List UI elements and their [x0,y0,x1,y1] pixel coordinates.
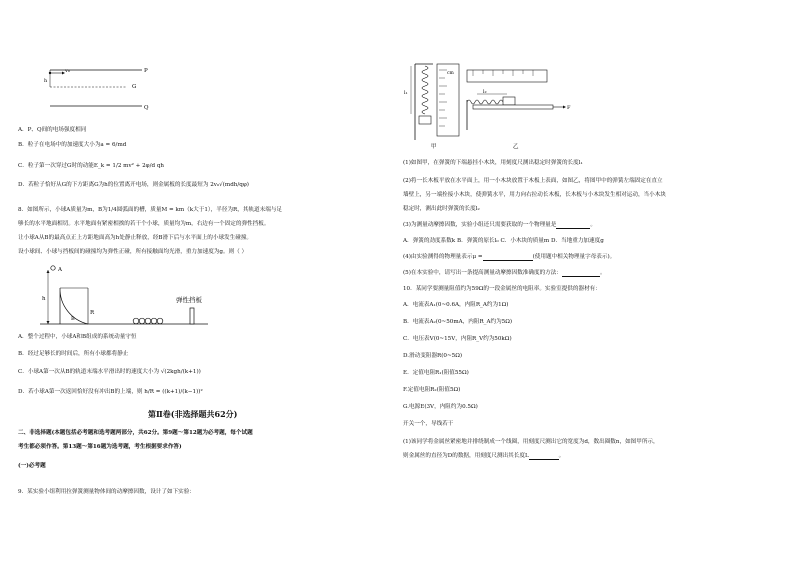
q9-step-3-blank[interactable] [556,222,590,229]
q10-item-e: E．定值电阻R₁(阻值55Ω) [403,370,469,376]
q8-option-c: C．小球A第一次从B的轨道末端水平滑出时的速度大小为 √(2kgh/(k+1)) [18,369,201,375]
figure-yi-label: 乙 [513,144,519,150]
q7-plates-figure [32,64,172,112]
q9-stem: 9．某实验小组利用拉弹簧测量物体间的动摩擦因数，设计了如下实验： [18,489,195,495]
baffle-label: 弹性挡板 [176,296,202,304]
q8-stem-4: 设小球间、小球与挡板间的碰撞均为弹性正碰，所有接触面均光滑，重力加速度为g。则（ ） [18,249,248,255]
q10-stem: 10．某同学要测量阻值约为59Ω的一段金属丝的电阻率。实验室提供的器材有： [403,286,601,292]
q8-option-a: A．整个过程中，小球A和B组成的系统动量守恒 [18,334,137,340]
q9-step-5 [403,270,606,277]
q9-step-1: (1)如图甲，在弹簧的下端悬挂小木块，用刻度尺测出稳定时弹簧的长度l₁ [403,160,583,166]
q9-step-3-text: (3)为测量动摩擦因数，实验小组还只需要获取的一个物理量是 [403,222,557,228]
height-h-label: h [42,296,46,302]
q9-step-5-period: 。 [599,270,606,276]
q9-step-2-line1: (2)将一长木板平放在水平面上，用一小木块放置于木板上表面，如图乙，将图甲中的弹簧左端固定在直立 [403,178,663,184]
q9-step-5-blank[interactable] [562,270,600,277]
q10-part1-line2 [403,453,564,460]
part2-desc-2: 考生都必须作答。第13题～第16题为选考题，考生根据要求作答) [18,444,182,450]
q10-item-b: B．电流表A₂(0~50mA，内阻R_A约为5Ω) [403,319,513,325]
q7-option-b: B．粒子在电场中的加速度大小为a = 6/md [18,142,127,148]
section-required: (一)必考题 [18,463,46,469]
q10-part1-line2-text: 则金属丝的直径为D的数据，用刻度尺测出其长度L [403,453,529,459]
part2-title: 第Ⅱ卷(非选择题共62分) [148,409,238,419]
q10-part1-line1: (1)该同学将金属丝紧密地并排绕制成一个线圈，用刻度尺测出它的宽度为d，数出圈数n，如图甲所示， [403,439,659,445]
q9-step-4-text: (4)由实验测得的物理量表示μ = [403,254,483,260]
right-column [403,0,773,562]
q9-step-5-text: (5)在本实验中，请写出一条提高测量动摩擦因数准确度的方法： [403,270,562,276]
q10-item-f: F.定值电阻R₂(阻值5Ω) [403,387,461,393]
ball-a-label: A [58,267,62,273]
q9-step-3-period: 。 [590,222,596,228]
q9-step-2-line3: 稳定时，测出此时弹簧的长度l₂ [403,206,480,212]
left-column [18,0,388,562]
q9-step-4-blank[interactable] [483,254,533,261]
q10-item-c: C．电压表V(0~15V，内阻R_V约为50kΩ) [403,336,512,342]
length-l2-label: l₂ [483,89,487,95]
part2-desc-1: 二、非选择题(本题包括必考题和选考题两部分，共62分。第9题～第12题为必考题，每个试题 [18,430,253,436]
q8-stem-3: 让小球A从B的最高点正上方距地面高为h处静止释放，经B滑下后与水平面上的小球发生碰撞。 [18,235,253,241]
q8-option-b: B．经过足够长的时间后，所有小球都将静止 [18,351,129,357]
q10-item-a: A．电流表A₁(0~0.6A，内阻R_A约为1Ω) [403,302,509,308]
q10-item-misc: 开关一个，导线若干 [403,421,454,427]
q10-item-d: D.滑动变阻器R(0~5Ω) [403,353,463,359]
force-f-label: F [567,105,571,111]
q9-step-4-paren: ( [532,254,535,260]
q10-part1-period: 。 [558,453,565,459]
q9-step-3 [403,222,596,229]
v0-label: v₀ [65,68,70,74]
q7-option-a: A．P、Q间的电场强度相同 [18,127,87,133]
q9-step-3-options: A．弹簧的劲度系数k B．弹簧的原长l₀ C．小木块的质量m D．当地重力加速度g [403,238,604,244]
q7-option-d: D．若粒子恰好从G的下方距离G为h的位置离开电场，则金属板的长度最短为 2v₀√(mdh/qφ) [18,182,249,188]
length-l1-label: l₁ [404,90,408,96]
h-label: h [44,78,48,84]
cm-unit-label: cm [447,71,454,76]
q9-step-4-suffix: 使用题中相关物理量字母表示)。 [534,254,616,260]
q7-option-c: C．粒子第一次穿过G时的动能E_k = 1/2 mv² + 2φ/d qh [18,163,165,169]
q10-item-g: G.电源E(3V，内阻约为0.5Ω) [403,404,478,410]
q8-stem-2: 够长的水平地面相切。水平地面有紧密相挨的若干个小球，质量均为m，右边有一个固定的弹性挡板。 [18,221,270,227]
radius-r-label: R [90,310,95,316]
g-label: G [132,84,137,90]
p-label: P [144,68,148,74]
q10-part1-blank[interactable] [529,453,559,460]
q-label: Q [144,105,149,111]
q8-track-figure [38,262,238,328]
q9-step-4 [403,254,615,261]
figure-jia-label: 甲 [431,144,437,150]
q9-step-2-line2: 墙壁上，另一端拴接小木块，使弹簧水平，用力向右拉动长木板，长木板与小木块发生相对运动，当小木块 [403,192,666,198]
q8-stem-1: 8．如图所示，小球A质量为m，B为1/4圆弧面的槽，质量M = km（k大于1），半径为R，其轨道末端与足 [18,207,283,213]
q8-option-d: D．若小球A第一次返回恰好没有冲出B的上端，则 h/R = ((k+1)/(k−1))² [18,389,203,395]
slot-b-label: B [71,316,75,322]
q9-spring-figure [403,60,593,150]
